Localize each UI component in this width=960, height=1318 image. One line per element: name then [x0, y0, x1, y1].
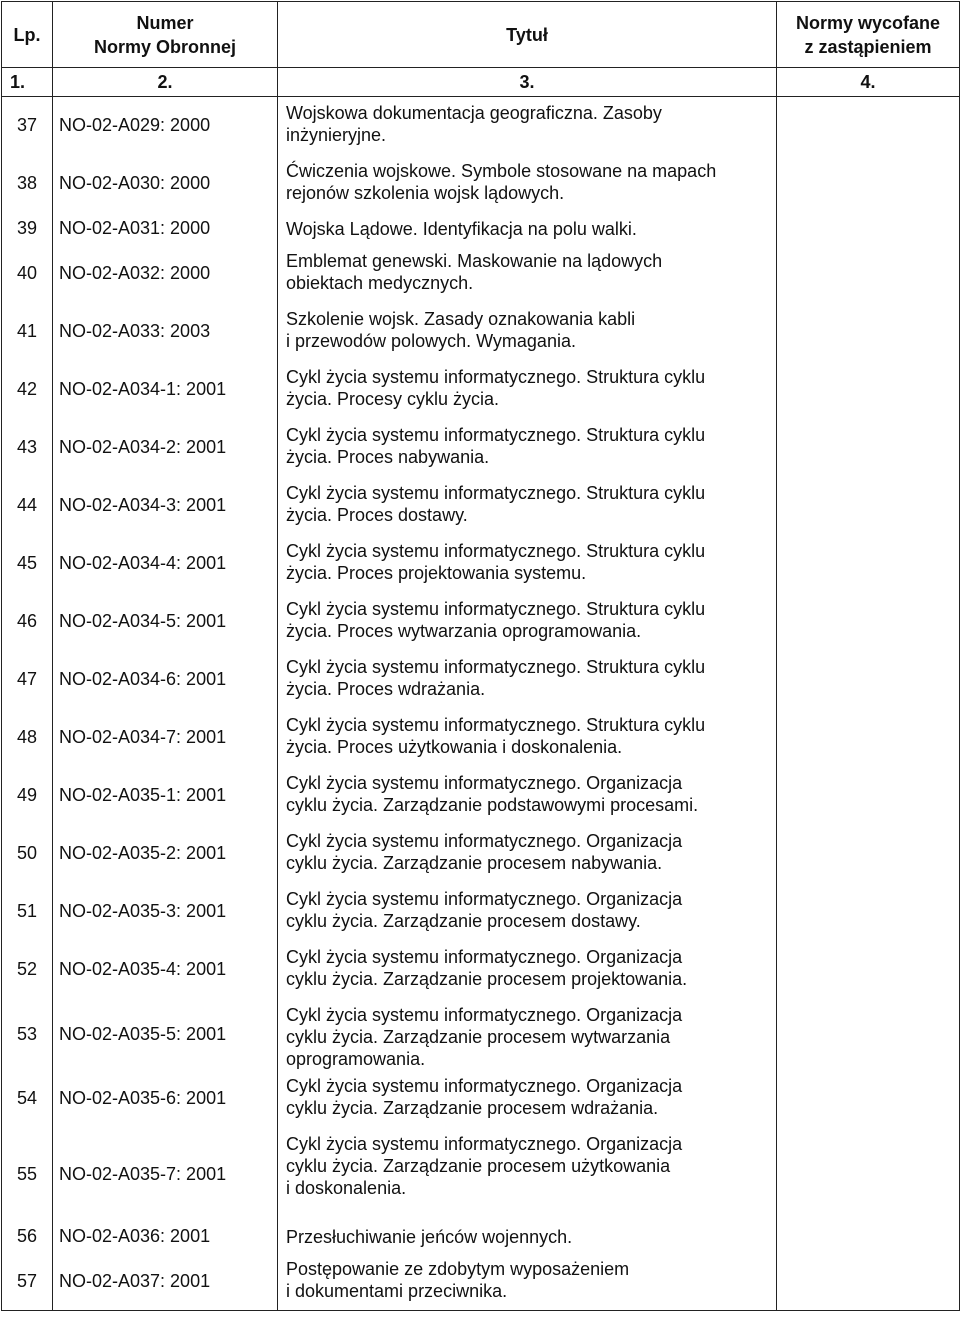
row-tytul — [278, 361, 777, 419]
row-tytul — [278, 213, 777, 245]
row-tytul-line: i przewodów polowych. Wymagania. — [286, 330, 576, 351]
row-numer: NO-02-A030: 2000 — [53, 155, 278, 213]
row-lp: 50 — [2, 825, 53, 883]
row-numer: NO-02-A035-4: 2001 — [53, 941, 278, 999]
row-tytul-line: Cykl życia systemu informatycznego. Struktura cyklu — [286, 598, 706, 619]
row-wycofane — [777, 709, 960, 767]
column-number-1: 1. — [2, 68, 53, 97]
row-lp: 44 — [2, 477, 53, 535]
table-row — [2, 651, 960, 709]
row-numer: NO-02-A029: 2000 — [53, 97, 278, 155]
row-numer: NO-02-A034-3: 2001 — [53, 477, 278, 535]
table-row — [2, 213, 960, 245]
row-wycofane — [777, 941, 960, 999]
column-number-row — [2, 68, 960, 97]
row-lp: 39 — [2, 213, 53, 245]
row-wycofane — [777, 245, 960, 303]
row-numer: NO-02-A035-7: 2001 — [53, 1128, 278, 1221]
row-wycofane — [777, 477, 960, 535]
table-row — [2, 245, 960, 303]
row-lp: 56 — [2, 1221, 53, 1253]
row-numer: NO-02-A032: 2000 — [53, 245, 278, 303]
row-tytul-line: oprogramowania. — [286, 1048, 426, 1069]
row-lp: 45 — [2, 535, 53, 593]
table-row — [2, 825, 960, 883]
row-lp: 54 — [2, 1070, 53, 1128]
row-lp: 47 — [2, 651, 53, 709]
table-row — [2, 709, 960, 767]
row-tytul — [278, 593, 777, 651]
row-numer: NO-02-A034-1: 2001 — [53, 361, 278, 419]
row-tytul — [278, 1253, 777, 1311]
row-tytul-line: Cykl życia systemu informatycznego. Organizacja — [286, 946, 683, 967]
standards-table — [1, 1, 960, 1311]
row-tytul-line: Cykl życia systemu informatycznego. Organizacja — [286, 888, 683, 909]
header-numer-line1: Numer — [136, 12, 194, 33]
row-tytul — [278, 1070, 777, 1128]
row-lp: 57 — [2, 1253, 53, 1311]
row-tytul-line: cyklu życia. Zarządzanie procesem projektowania. — [286, 968, 688, 989]
row-numer: NO-02-A036: 2001 — [53, 1221, 278, 1253]
row-tytul — [278, 709, 777, 767]
table-row — [2, 477, 960, 535]
header-wycofane — [777, 2, 960, 68]
column-number-3: 3. — [278, 68, 777, 97]
row-wycofane — [777, 651, 960, 709]
row-numer: NO-02-A035-6: 2001 — [53, 1070, 278, 1128]
row-tytul-line: Wojskowa dokumentacja geograficzna. Zasoby — [286, 103, 662, 123]
row-wycofane — [777, 97, 960, 155]
row-tytul-line: Szkolenie wojsk. Zasady oznakowania kabli — [286, 308, 636, 329]
row-tytul — [278, 1128, 777, 1221]
row-tytul-line: Cykl życia systemu informatycznego. Struktura cyklu — [286, 424, 706, 445]
row-wycofane — [777, 419, 960, 477]
row-lp: 49 — [2, 767, 53, 825]
table-row — [2, 883, 960, 941]
row-tytul-line: Przesłuchiwanie jeńców wojennych. — [286, 1226, 573, 1247]
row-wycofane — [777, 303, 960, 361]
row-wycofane — [777, 883, 960, 941]
table-row — [2, 155, 960, 213]
row-tytul-line: Cykl życia systemu informatycznego. Struktura cyklu — [286, 366, 706, 387]
row-numer: NO-02-A034-2: 2001 — [53, 419, 278, 477]
row-lp: 53 — [2, 999, 53, 1070]
row-numer: NO-02-A033: 2003 — [53, 303, 278, 361]
row-numer: NO-02-A035-5: 2001 — [53, 999, 278, 1070]
row-lp: 42 — [2, 361, 53, 419]
row-tytul-line: Ćwiczenia wojskowe. Symbole stosowane na mapach — [286, 160, 717, 181]
header-wycofane-line2: z zastąpieniem — [804, 36, 932, 57]
row-tytul-line: życia. Proces wytwarzania oprogramowania. — [286, 620, 642, 641]
row-lp: 46 — [2, 593, 53, 651]
row-numer: NO-02-A035-2: 2001 — [53, 825, 278, 883]
row-tytul — [278, 419, 777, 477]
row-numer: NO-02-A035-1: 2001 — [53, 767, 278, 825]
header-numer — [53, 2, 278, 68]
row-tytul-line: obiektach medycznych. — [286, 272, 474, 293]
row-tytul — [278, 767, 777, 825]
row-wycofane — [777, 213, 960, 245]
row-tytul — [278, 651, 777, 709]
row-wycofane — [777, 361, 960, 419]
row-tytul-line: życia. Proces dostawy. — [286, 504, 468, 525]
header-wycofane-line1: Normy wycofane — [795, 12, 941, 33]
table-row — [2, 419, 960, 477]
row-wycofane — [777, 593, 960, 651]
row-tytul-line: Cykl życia systemu informatycznego. Struktura cyklu — [286, 656, 706, 677]
row-wycofane — [777, 1070, 960, 1128]
row-tytul-line: cyklu życia. Zarządzanie procesem wdrażania. — [286, 1097, 659, 1118]
row-tytul-line: Emblemat genewski. Maskowanie na lądowych — [286, 250, 663, 271]
row-tytul-line: cyklu życia. Zarządzanie podstawowymi procesami. — [286, 794, 699, 815]
table-row — [2, 593, 960, 651]
table-row — [2, 1128, 960, 1221]
row-tytul-line: cyklu życia. Zarządzanie procesem użytkowania — [286, 1155, 671, 1176]
header-row — [2, 2, 960, 68]
row-tytul — [278, 245, 777, 303]
row-tytul-line: rejonów szkolenia wojsk lądowych. — [286, 182, 565, 203]
row-wycofane — [777, 999, 960, 1070]
row-tytul-line: cyklu życia. Zarządzanie procesem nabywania. — [286, 852, 663, 873]
row-tytul-line: życia. Proces użytkowania i doskonalenia. — [286, 736, 623, 757]
row-wycofane — [777, 1253, 960, 1311]
row-tytul-line: Postępowanie ze zdobytym wyposażeniem — [286, 1258, 630, 1279]
row-tytul-line: cyklu życia. Zarządzanie procesem wytwarzania — [286, 1026, 671, 1047]
row-tytul — [278, 303, 777, 361]
row-tytul — [278, 883, 777, 941]
row-wycofane — [777, 825, 960, 883]
row-tytul — [278, 97, 777, 155]
row-tytul-line: Wojska Lądowe. Identyfikacja na polu walki. — [286, 218, 637, 239]
row-tytul-line: życia. Procesy cyklu życia. — [286, 388, 500, 409]
row-tytul — [278, 825, 777, 883]
row-numer: NO-02-A034-6: 2001 — [53, 651, 278, 709]
row-wycofane — [777, 1128, 960, 1221]
row-tytul-line: i doskonalenia. — [286, 1177, 407, 1198]
header-lp: Lp. — [2, 2, 53, 68]
row-lp: 37 — [2, 97, 53, 155]
table-row — [2, 1253, 960, 1311]
row-lp: 43 — [2, 419, 53, 477]
row-tytul-line: życia. Proces wdrażania. — [286, 678, 486, 699]
row-lp: 40 — [2, 245, 53, 303]
row-wycofane — [777, 535, 960, 593]
row-tytul — [278, 477, 777, 535]
row-lp: 55 — [2, 1128, 53, 1221]
table-row — [2, 767, 960, 825]
row-tytul-line: Cykl życia systemu informatycznego. Organizacja — [286, 1133, 683, 1154]
row-tytul-line: Cykl życia systemu informatycznego. Struktura cyklu — [286, 482, 706, 503]
row-tytul — [278, 535, 777, 593]
row-tytul-line: Cykl życia systemu informatycznego. Organizacja — [286, 1075, 683, 1096]
table-body — [2, 97, 960, 1311]
row-tytul-line: Cykl życia systemu informatycznego. Organizacja — [286, 772, 683, 793]
header-numer-line2: Normy Obronnej — [93, 36, 236, 57]
table-row — [2, 535, 960, 593]
table-row — [2, 999, 960, 1070]
header-tytul: Tytuł — [278, 2, 777, 68]
row-wycofane — [777, 1221, 960, 1253]
table-row — [2, 1221, 960, 1253]
table-row — [2, 1070, 960, 1128]
row-tytul-line: inżynieryjne. — [286, 125, 387, 145]
table-row — [2, 97, 960, 155]
column-number-4: 4. — [777, 68, 960, 97]
row-lp: 48 — [2, 709, 53, 767]
row-lp: 38 — [2, 155, 53, 213]
table-row — [2, 941, 960, 999]
row-lp: 52 — [2, 941, 53, 999]
row-numer: NO-02-A034-5: 2001 — [53, 593, 278, 651]
row-numer: NO-02-A037: 2001 — [53, 1253, 278, 1311]
row-tytul-line: cyklu życia. Zarządzanie procesem dostawy. — [286, 910, 641, 931]
row-lp: 41 — [2, 303, 53, 361]
row-tytul — [278, 155, 777, 213]
row-wycofane — [777, 155, 960, 213]
row-lp: 51 — [2, 883, 53, 941]
row-tytul-line: Cykl życia systemu informatycznego. Organizacja — [286, 1004, 683, 1025]
row-tytul-line: życia. Proces nabywania. — [286, 446, 490, 467]
column-number-2: 2. — [53, 68, 278, 97]
row-wycofane — [777, 767, 960, 825]
row-numer: NO-02-A034-4: 2001 — [53, 535, 278, 593]
row-tytul-line: Cykl życia systemu informatycznego. Struktura cyklu — [286, 540, 706, 561]
table-row — [2, 303, 960, 361]
row-numer: NO-02-A034-7: 2001 — [53, 709, 278, 767]
row-tytul — [278, 999, 777, 1070]
row-tytul — [278, 1221, 777, 1253]
table-row — [2, 361, 960, 419]
row-tytul-line: i dokumentami przeciwnika. — [286, 1280, 508, 1301]
row-tytul-line: życia. Proces projektowania systemu. — [286, 562, 587, 583]
row-numer: NO-02-A031: 2000 — [53, 213, 278, 245]
row-tytul — [278, 941, 777, 999]
row-tytul-line: Cykl życia systemu informatycznego. Struktura cyklu — [286, 714, 706, 735]
row-numer: NO-02-A035-3: 2001 — [53, 883, 278, 941]
row-tytul-line: Cykl życia systemu informatycznego. Organizacja — [286, 830, 683, 851]
